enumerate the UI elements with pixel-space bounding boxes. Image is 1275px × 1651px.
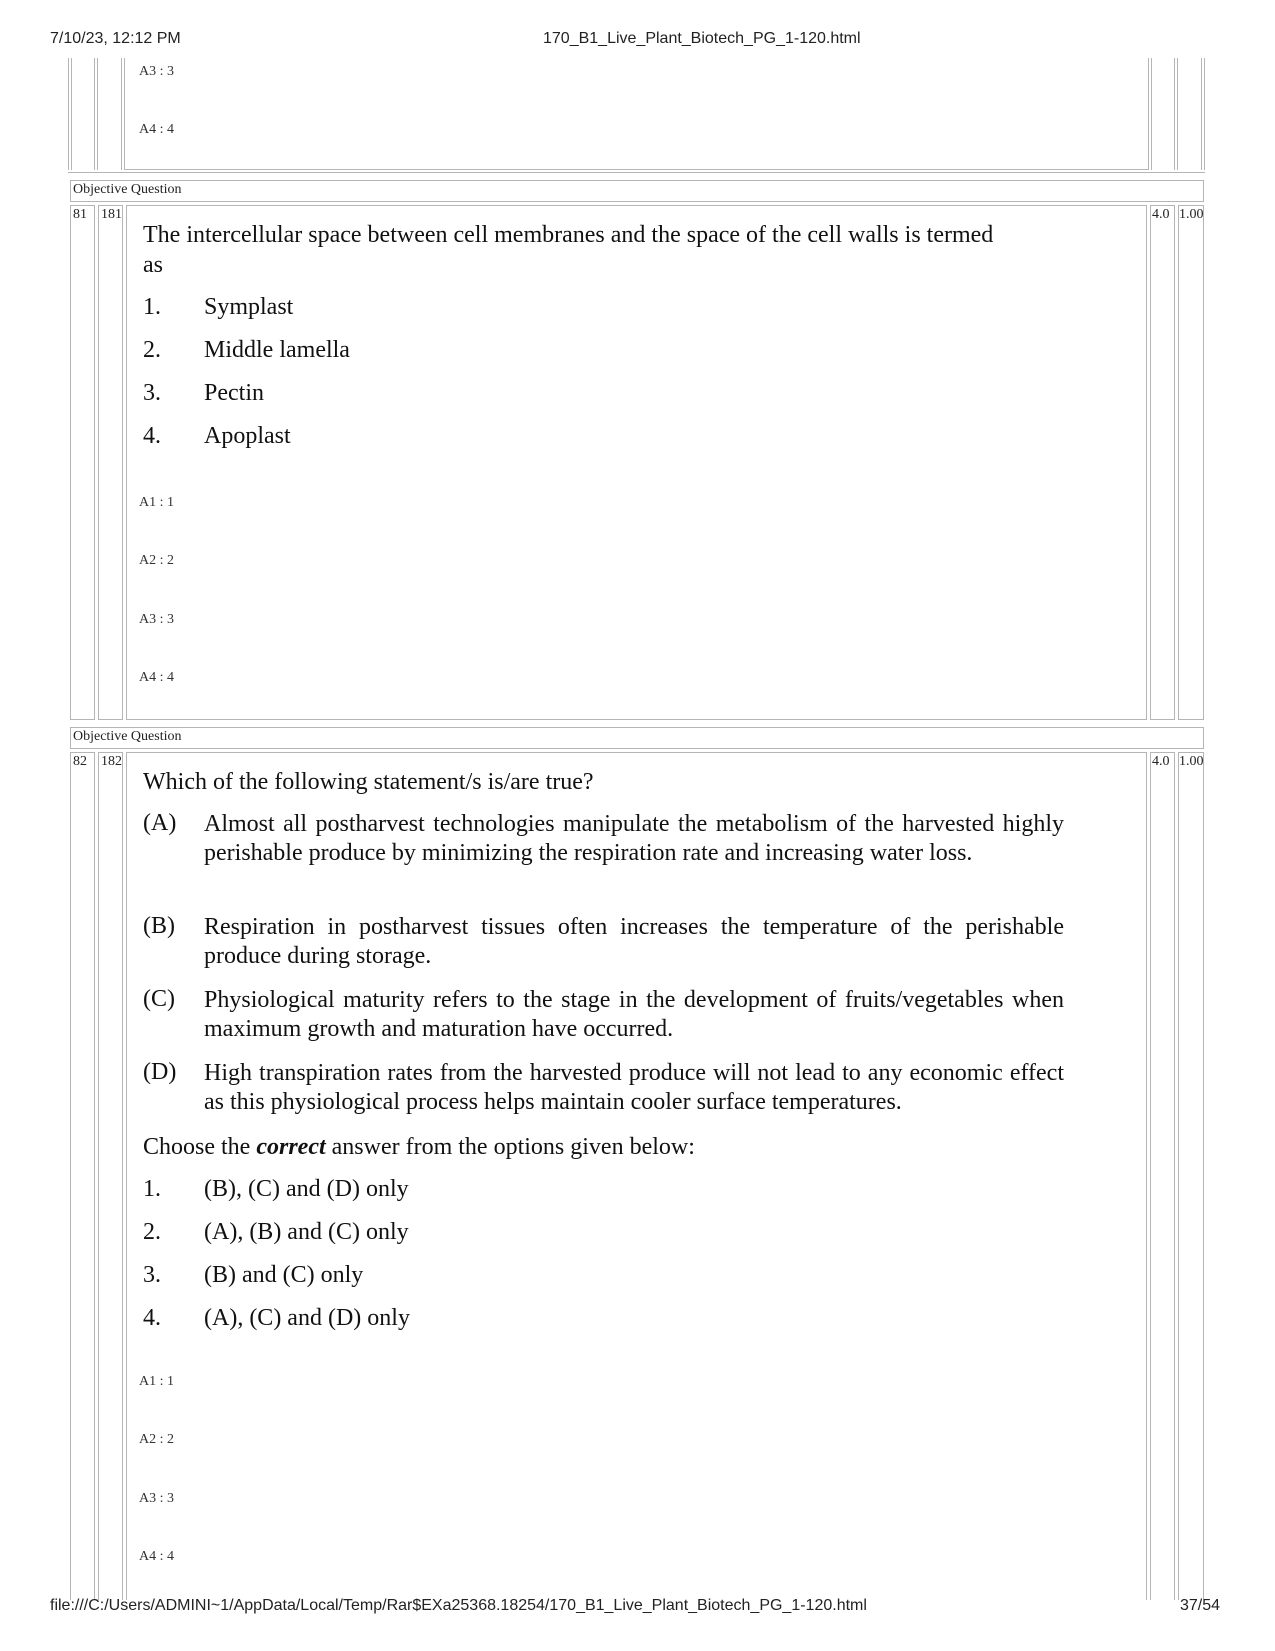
- question-id: 181: [101, 207, 122, 222]
- question-text: The intercellular space between cell membranes and the space of the cell walls is termed: [143, 222, 994, 248]
- print-page-counter: 37/54: [1180, 1597, 1221, 1614]
- option-text: (B), (C) and (D) only: [204, 1176, 409, 1202]
- answer-key-line: A3 : 3: [139, 64, 174, 79]
- answer-key-line: A4 : 4: [139, 670, 174, 685]
- answer-key-line: A4 : 4: [139, 1549, 174, 1564]
- marks-cell: [1150, 752, 1175, 1600]
- option-text: Apoplast: [204, 423, 291, 449]
- option-number: 3.: [143, 1262, 161, 1288]
- option-number: 3.: [143, 380, 161, 406]
- print-datetime: 7/10/23, 12:12 PM: [50, 30, 181, 47]
- statement-text: Physiological maturity refers to the stage in the development of fruits/vegetables when maximum growth and maturation have occurred.: [204, 987, 1064, 1042]
- option-number: 2.: [143, 1219, 161, 1245]
- option-text: Pectin: [204, 380, 264, 406]
- serial-cell: [70, 205, 95, 720]
- option-text: (A), (C) and (D) only: [204, 1305, 410, 1331]
- statement-text: Respiration in postharvest tissues often increases the temperature of the perishable produce during storage.: [204, 914, 1064, 969]
- print-doc-title: 170_B1_Live_Plant_Biotech_PG_1-120.html: [543, 30, 861, 47]
- question-marks: 4.0: [1152, 207, 1170, 222]
- question-type-row: [70, 727, 1204, 749]
- option-number: 1.: [143, 1176, 161, 1202]
- question-type-row: [70, 180, 1204, 202]
- statement-label: (A): [143, 810, 177, 836]
- answer-key-line: A1 : 1: [139, 495, 174, 510]
- question-serial: 82: [73, 754, 87, 769]
- marks-cell: [1150, 205, 1175, 720]
- question-text-continued: as: [143, 252, 163, 278]
- statement-text: High transpiration rates from the harvested produce will not lead to any economic effect as this physiological process helps maintain cooler surface temperatures.: [204, 1060, 1064, 1115]
- option-text: Symplast: [204, 294, 294, 320]
- negative-cell: [1178, 205, 1204, 720]
- answer-key-line: A1 : 1: [139, 1374, 174, 1389]
- option-number: 4.: [143, 1305, 161, 1331]
- question-stem: Which of the following statement/s is/are true?: [143, 769, 594, 795]
- answer-key-line: A3 : 3: [139, 612, 174, 627]
- answer-key-line: A3 : 3: [139, 1491, 174, 1506]
- choose-emphasis: correct: [256, 1134, 326, 1160]
- question-type-label: Objective Question: [73, 182, 182, 197]
- option-text: Middle lamella: [204, 337, 350, 363]
- question-marks: 4.0: [1152, 754, 1170, 769]
- question-type-label: Objective Question: [73, 729, 182, 744]
- statement-label: (D): [143, 1059, 177, 1085]
- question-negative-marks: 1.00: [1179, 754, 1204, 769]
- question-serial: 81: [73, 207, 87, 222]
- answer-key-line: A4 : 4: [139, 122, 174, 137]
- statement-label: (C): [143, 986, 175, 1012]
- question-body-cell: [126, 205, 1147, 720]
- choose-prefix: Choose the: [143, 1134, 251, 1160]
- option-number: 4.: [143, 423, 161, 449]
- serial-cell: [70, 752, 95, 1600]
- option-text: (A), (B) and (C) only: [204, 1219, 409, 1245]
- statement-label: (B): [143, 913, 175, 939]
- option-number: 2.: [143, 337, 161, 363]
- qid-cell: [98, 752, 123, 1600]
- answer-key-line: A2 : 2: [139, 1432, 174, 1447]
- option-number: 1.: [143, 294, 161, 320]
- question-id: 182: [101, 754, 122, 769]
- option-text: (B) and (C) only: [204, 1262, 364, 1288]
- negative-cell: [1178, 752, 1204, 1600]
- answer-key-line: A2 : 2: [139, 553, 174, 568]
- qid-cell: [98, 205, 123, 720]
- question-negative-marks: 1.00: [1179, 207, 1204, 222]
- statement-text: Almost all postharvest technologies manipulate the metabolism of the harvested highly perishable produce by minimizing the respiration rate and increasing water loss.: [204, 811, 1064, 866]
- choose-instruction: [143, 1132, 695, 1162]
- choose-suffix: answer from the options given below:: [331, 1134, 695, 1160]
- print-file-path: file:///C:/Users/ADMINI~1/AppData/Local/Temp/Rar$EXa25368.18254/170_B1_Live_Plant_Biotech_PG_1-120.html: [50, 1597, 867, 1614]
